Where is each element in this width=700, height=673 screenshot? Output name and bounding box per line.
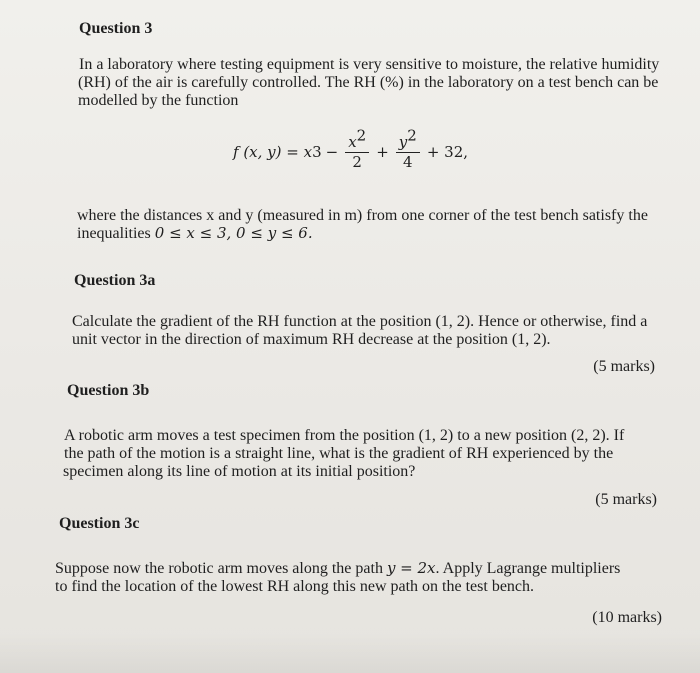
question-3-intro-line-3: modelled by the function [78, 92, 239, 109]
page-shadow [0, 633, 700, 673]
fraction-2-numerator: y [398, 133, 408, 151]
formula-cube-exponent: 3 [312, 143, 322, 161]
domain-inequalities: 0 ≤ x ≤ 3, 0 ≤ y ≤ 6. [154, 224, 313, 242]
question-3a-marks: (5 marks) [593, 358, 655, 375]
question-3c-line-2: to find the location of the lowest RH along this new path on the test bench. [55, 578, 535, 595]
formula-constant: + 32, [426, 143, 469, 161]
fraction-2-denominator: 4 [403, 153, 413, 171]
question-3b-line-3: specimen along its line of motion at its initial position? [63, 463, 416, 480]
question-3-intro-line-1: In a laboratory where testing equipment is very sensitive to moisture, the relative humidity [79, 56, 660, 73]
question-3b-line-1: A robotic arm moves a test specimen from the position (1, 2) to a new position (2, 2). If [64, 427, 625, 444]
fraction-x-squared-over-2 [345, 126, 369, 171]
formula-minus: − [325, 143, 339, 161]
question-3c-title: Question 3c [59, 515, 140, 532]
domain-prefix: inequalities [77, 225, 155, 242]
question-3c-line-1 [55, 560, 620, 577]
question-3a-line-2: unit vector in the direction of maximum RH decrease at the position (1, 2). [72, 331, 551, 348]
question-3c-line-1-prefix: Suppose now the robotic arm moves along the path [55, 560, 387, 577]
question-3a-title: Question 3a [74, 272, 156, 289]
question-3b-line-2: the path of the motion is a straight line, what is the gradient of RH experienced by the [64, 445, 614, 462]
rh-function-formula [233, 126, 469, 171]
question-3-domain-line-1: where the distances x and y (measured in m) from one corner of the test bench satisfy the [77, 207, 648, 224]
fraction-y-squared-over-4 [396, 126, 420, 171]
path-equation: y = 2x [386, 559, 436, 577]
question-3b-title: Question 3b [67, 382, 150, 399]
question-3a-line-1: Calculate the gradient of the RH function at the position (1, 2). Hence or otherwise, find a [72, 313, 648, 330]
formula-lhs: f (x, y) = x [233, 143, 313, 161]
fraction-1-numerator: x [348, 133, 357, 151]
question-3c-line-1-suffix: . Apply Lagrange multipliers [435, 560, 621, 577]
fraction-1-denominator: 2 [352, 153, 362, 171]
question-3b-marks: (5 marks) [595, 491, 657, 508]
question-3-title: Question 3 [79, 20, 153, 37]
fraction-2-exponent: 2 [407, 126, 417, 145]
formula-plus: + [376, 143, 389, 161]
fraction-1-exponent: 2 [356, 126, 367, 145]
question-3-domain-line-2 [77, 225, 313, 242]
question-3c-marks: (10 marks) [592, 609, 662, 626]
question-3-intro-line-2: (RH) of the air is carefully controlled. The RH (%) in the laboratory on a test bench can be [78, 74, 659, 91]
